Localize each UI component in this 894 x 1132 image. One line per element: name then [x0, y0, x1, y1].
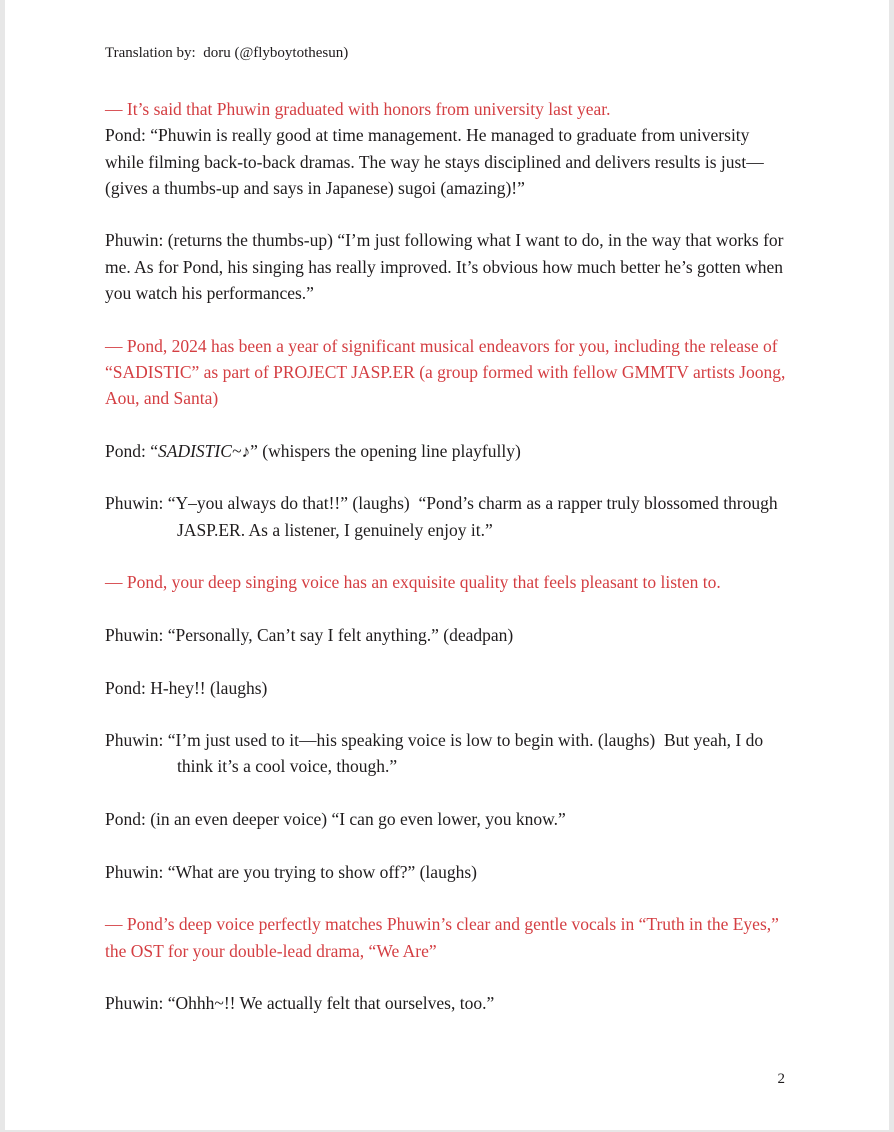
dialogue-phuwin: Phuwin: “Ohhh~!! We actually felt that ourselves, too.”: [105, 993, 495, 1014]
dialogue-pond: Pond: H-hey!! (laughs): [105, 677, 268, 698]
document-page: [5, 0, 889, 1130]
dialogue-suffix: ” (whispers the opening line playfully): [250, 440, 521, 461]
dialogue-phuwin: Phuwin: “Y–you always do that!!” (laughs) “Pond’s charm as a rapper truly blossomed through JASP.ER. As a listener, I genuinely enjoy it.”: [105, 493, 783, 540]
dialogue-pond: Pond: (in an even deeper voice) “I can go even lower, you know.”: [105, 809, 566, 830]
song-title-italic: SADISTIC~♪: [158, 440, 251, 461]
interviewer-question: — Pond’s deep voice perfectly matches Phuwin’s clear and gentle vocals in “Truth in the Eyes,” the OST for your double-lead drama, “We Are”: [105, 914, 784, 961]
page-number: 2: [777, 1071, 785, 1087]
dialogue-prefix: Pond: “: [105, 440, 158, 461]
translation-credit: Translation by: doru (@flyboytothesun): [105, 45, 349, 61]
interviewer-question: — Pond, 2024 has been a year of significant musical endeavors for you, including the release of “SADISTIC” as part of PROJECT JASP.ER (a group formed with fellow GMMTV artists Joong, Aou, and Santa): [105, 335, 789, 409]
dialogue-phuwin: Phuwin: “What are you trying to show off?” (laughs): [105, 861, 477, 882]
dialogue-phuwin: Phuwin: “Personally, Can’t say I felt anything.” (deadpan): [105, 624, 514, 645]
interviewer-question: — It’s said that Phuwin graduated with honors from university last year.: [105, 99, 611, 119]
dialogue-phuwin: Phuwin: (returns the thumbs-up) “I’m just following what I want to do, in the way that works for me. As for Pond, his singing has really improved. It’s obvious how much better he’s gotten when you watch his performances.”: [105, 230, 788, 304]
dialogue-phuwin: Phuwin: “I’m just used to it—his speaking voice is low to begin with. (laughs) But yeah, I do think it’s a cool voice, though.”: [105, 730, 768, 777]
dialogue-pond: [105, 438, 790, 464]
interviewer-question: — Pond, your deep singing voice has an exquisite quality that feels pleasant to listen to.: [105, 572, 721, 593]
dialogue-pond: Pond: “Phuwin is really good at time management. He managed to graduate from university while filming back-to-back dramas. The way he stays disciplined and delivers results is just— (gives a thumbs-up and says in Japanese) sugoi (amazing)!”: [105, 125, 769, 198]
